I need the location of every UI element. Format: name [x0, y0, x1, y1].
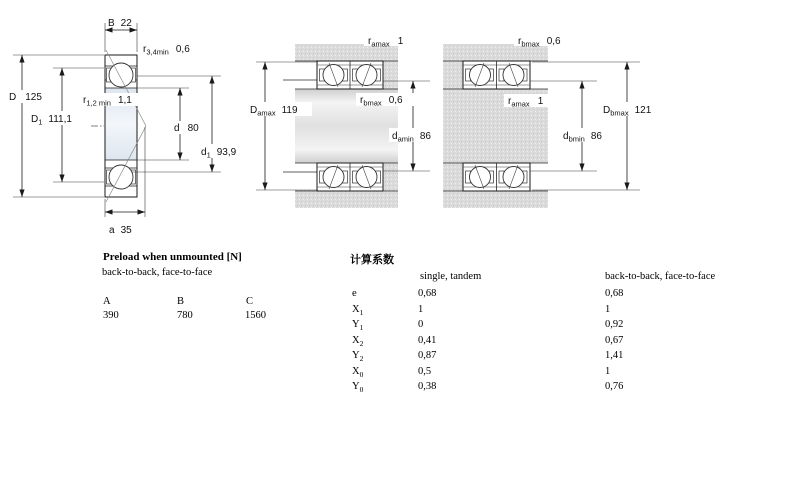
- factor-sub: 2: [359, 339, 364, 349]
- preload-value-B: 780: [177, 310, 193, 321]
- dim-sub: amax: [257, 108, 276, 118]
- dim-pre: D: [9, 92, 17, 103]
- dim-pre: D: [603, 105, 611, 116]
- dim-value: 22: [120, 18, 132, 29]
- dim-value: 93,9: [216, 147, 237, 158]
- dim-value: 1: [397, 36, 404, 47]
- preload-table-subtitle: back-to-back, face-to-face: [102, 267, 213, 278]
- dim-value: 1: [537, 96, 544, 107]
- dim-pre: r: [508, 96, 512, 107]
- factor-symbol: X: [352, 304, 360, 315]
- factor-symbol: Y: [352, 319, 360, 330]
- factor-row-label: [352, 288, 357, 301]
- dim-pre: d: [563, 131, 569, 142]
- factor-row-label: [352, 335, 363, 348]
- dim-sub: bmax: [610, 108, 629, 118]
- dim-sub: bmin: [568, 134, 585, 144]
- dim-pre: B: [108, 18, 115, 29]
- factor-value-paired: 1: [605, 304, 611, 315]
- dim-value: 86: [590, 131, 602, 142]
- factor-symbol: X: [352, 335, 360, 346]
- factor-value-single: 0,41: [418, 335, 437, 346]
- dim-pre: D: [31, 114, 39, 125]
- dim-pre: r: [360, 95, 364, 106]
- factor-row-label: [352, 319, 363, 332]
- dim-sub: amax: [511, 99, 530, 109]
- factor-value-single: 1: [418, 304, 424, 315]
- factor-value-paired: 0,76: [605, 381, 624, 392]
- factor-sub: 0: [359, 370, 364, 380]
- factor-value-paired: 1,41: [605, 350, 624, 361]
- dim-sub: amax: [371, 39, 390, 49]
- factor-sub: 0: [359, 385, 364, 395]
- dim-pre: d: [174, 123, 180, 134]
- factors-col2-header: back-to-back, face-to-face: [605, 271, 716, 282]
- preload-col-header-C: C: [246, 296, 254, 307]
- factor-value-paired: 0,92: [605, 319, 624, 330]
- factor-row-label: [352, 381, 363, 394]
- preload-value-C: 1560: [245, 310, 266, 321]
- factor-value-single: 0,5: [418, 366, 432, 377]
- dim-sub: 1,2 min: [86, 98, 111, 108]
- factor-value-single: 0,87: [418, 350, 437, 361]
- dim-value: 0,6: [175, 44, 190, 55]
- dim-sub: bmax: [521, 39, 540, 49]
- factor-sub: 1: [359, 308, 364, 318]
- dim-sub: 1: [206, 150, 211, 160]
- factor-sub: 1: [359, 323, 364, 333]
- preload-table-title: Preload when unmounted [N]: [103, 251, 242, 263]
- factor-value-paired: 0,67: [605, 335, 624, 346]
- factor-value-paired: 1: [605, 366, 611, 377]
- factor-row-label: [352, 350, 363, 363]
- factor-row-label: [352, 366, 363, 379]
- dim-pre: d: [392, 131, 398, 142]
- factor-symbol: Y: [352, 381, 360, 392]
- dim-value: 119: [281, 105, 298, 116]
- dim-value: 0,6: [388, 95, 403, 106]
- dim-pre: D: [250, 105, 258, 116]
- preload-col-header-B: B: [177, 296, 185, 307]
- dim-pre: r: [368, 36, 372, 47]
- factors-table-title: 计算系数: [350, 254, 394, 266]
- factors-col1-header: single, tandem: [420, 271, 482, 282]
- dim-sub: 1: [38, 117, 43, 127]
- dim-value: 1,1: [117, 95, 132, 106]
- factor-sub: 2: [359, 354, 364, 364]
- preload-col-header-A: A: [103, 296, 111, 307]
- dim-pre: a: [109, 225, 115, 236]
- factor-value-paired: 0,68: [605, 288, 624, 299]
- dim-pre: r: [83, 95, 87, 106]
- factor-symbol: e: [352, 288, 357, 299]
- dim-value: 35: [120, 225, 132, 236]
- factor-value-single: 0: [418, 319, 424, 330]
- dim-value: 80: [187, 123, 199, 134]
- preload-value-A: 390: [103, 310, 119, 321]
- factor-symbol: X: [352, 366, 360, 377]
- dim-value: 125: [25, 92, 42, 103]
- dim-value: 0,6: [546, 36, 561, 47]
- dim-value: 86: [419, 131, 431, 142]
- dim-value: 121: [634, 105, 652, 116]
- dim-sub: bmax: [363, 98, 382, 108]
- dim-pre: r: [518, 36, 522, 47]
- dim-sub: amin: [397, 134, 414, 144]
- dim-pre: r: [143, 44, 147, 55]
- dim-value: 111,1: [48, 114, 72, 125]
- factor-symbol: Y: [352, 350, 360, 361]
- factor-value-single: 0,38: [418, 381, 437, 392]
- factor-value-single: 0,68: [418, 288, 437, 299]
- factor-row-label: [352, 304, 363, 317]
- dim-sub: 3,4min: [146, 47, 169, 57]
- dim-pre: d: [201, 147, 207, 158]
